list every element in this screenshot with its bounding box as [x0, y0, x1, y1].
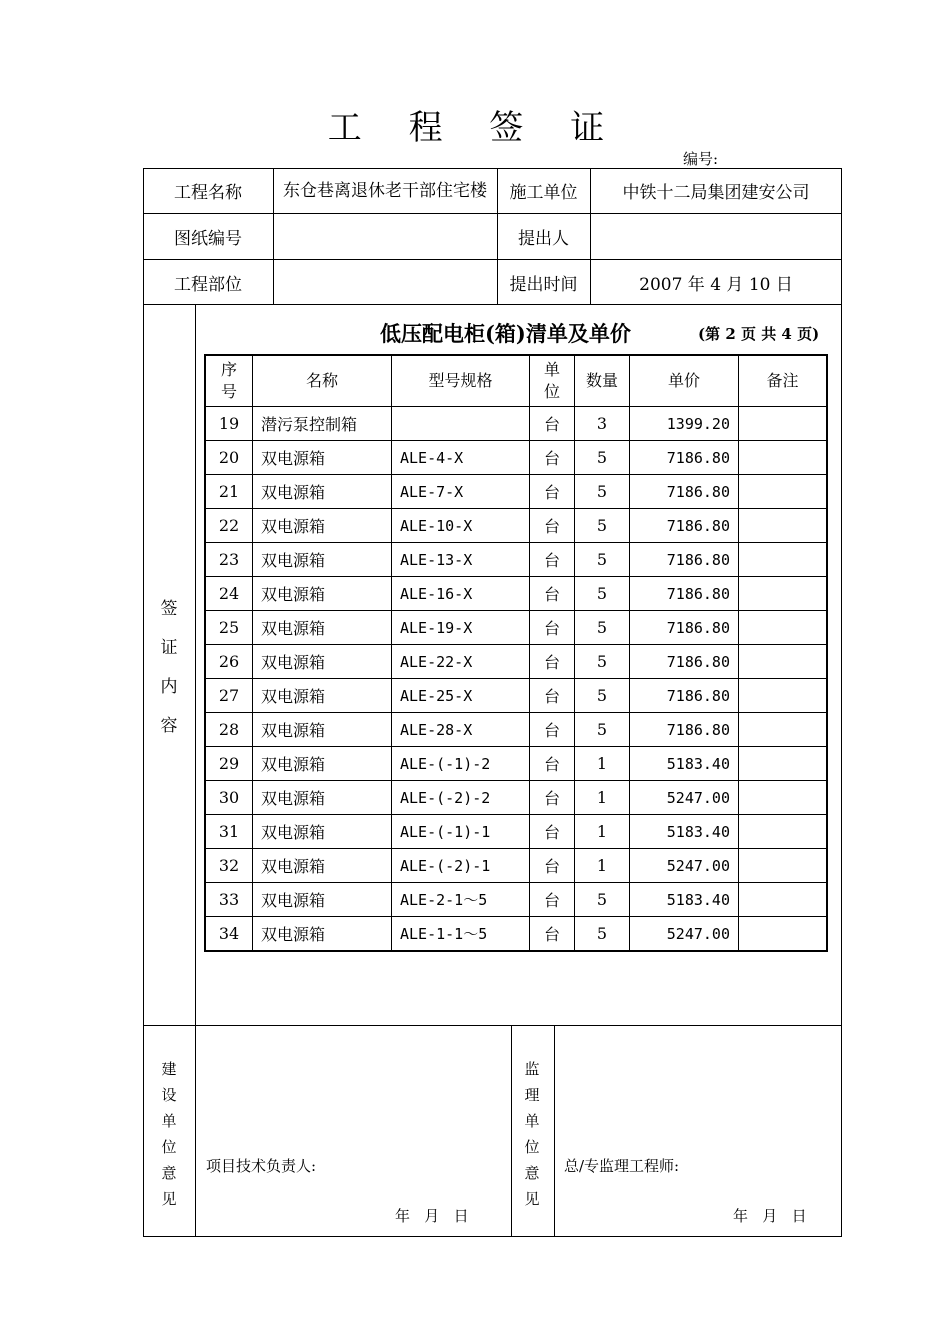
cell-name: 双电源箱: [253, 441, 392, 475]
cell-note: [739, 713, 828, 747]
date-value: 2007 年 4 月 10 日: [639, 274, 793, 295]
cell-no: 24: [205, 577, 253, 611]
location-value: [273, 260, 497, 304]
document-title: 工 程 签 证: [327, 108, 623, 148]
supervisor-signer-label: 总/专监理工程师:: [564, 1157, 680, 1175]
cell-model: ALE-2-1～5: [392, 883, 530, 917]
cell-no: 27: [205, 679, 253, 713]
cell-name: 双电源箱: [253, 577, 392, 611]
col-model-header: 型号规格: [392, 355, 530, 407]
cell-name: 双电源箱: [253, 679, 392, 713]
cell-qty: 5: [575, 679, 630, 713]
cell-unit: 台: [530, 407, 575, 441]
table-row: [205, 543, 827, 577]
cell-unit: 台: [530, 577, 575, 611]
cell-price: 5247.00: [630, 849, 739, 883]
grid-line: [554, 1025, 555, 1237]
items-table: [204, 354, 828, 952]
page-info: (第 2 页 共 4 页): [698, 325, 820, 343]
col-price-header: 单价: [630, 355, 739, 407]
cell-qty: 3: [575, 407, 630, 441]
location-label: 工程部位: [174, 274, 242, 295]
table-row: [205, 917, 827, 952]
col-note-header: 备注: [739, 355, 828, 407]
table-row: [205, 611, 827, 645]
proposer-label: 提出人: [518, 229, 569, 249]
cell-price: 7186.80: [630, 611, 739, 645]
cell-name: 双电源箱: [253, 815, 392, 849]
col-qty-header: 数量: [575, 355, 630, 407]
table-row: [205, 815, 827, 849]
date-label: 提出时间: [509, 274, 578, 295]
cell-name: 双电源箱: [253, 475, 392, 509]
cell-model: ALE-(-2)-2: [392, 781, 530, 815]
cell-qty: 5: [575, 713, 630, 747]
cell-model: ALE-10-X: [392, 509, 530, 543]
cell-name: 潜污泵控制箱: [253, 407, 392, 441]
cell-qty: 5: [575, 475, 630, 509]
cell-name: 双电源箱: [253, 509, 392, 543]
cell-no: 29: [205, 747, 253, 781]
table-row: [205, 747, 827, 781]
cell-unit: 台: [530, 883, 575, 917]
drawing-number-value: [273, 214, 497, 259]
table-row: [205, 781, 827, 815]
document-number-label: 编号:: [683, 150, 719, 168]
cell-note: [739, 543, 828, 577]
cell-note: [739, 475, 828, 509]
grid-line: [511, 1025, 512, 1237]
cell-name: 双电源箱: [253, 917, 392, 952]
cell-unit: 台: [530, 849, 575, 883]
cell-unit: 台: [530, 815, 575, 849]
table-header-row: [205, 355, 827, 407]
cell-model: ALE-13-X: [392, 543, 530, 577]
cell-price: 7186.80: [630, 441, 739, 475]
cell-model: ALE-(-1)-2: [392, 747, 530, 781]
proposer-value: [590, 214, 842, 259]
cell-unit: 台: [530, 917, 575, 952]
cell-no: 19: [205, 407, 253, 441]
cell-unit: 台: [530, 747, 575, 781]
cell-model: ALE-7-X: [392, 475, 530, 509]
supervisor-date-line: 年 月 日: [733, 1207, 807, 1225]
table-row: [205, 475, 827, 509]
project-name-label: 工程名称: [174, 183, 242, 203]
cell-model: ALE-4-X: [392, 441, 530, 475]
list-title: 低压配电柜(箱)清单及单价: [380, 321, 631, 346]
cell-unit: 台: [530, 475, 575, 509]
cell-qty: 1: [575, 747, 630, 781]
cell-qty: 5: [575, 509, 630, 543]
cell-name: 双电源箱: [253, 645, 392, 679]
cell-unit: 台: [530, 645, 575, 679]
cell-price: 5183.40: [630, 747, 739, 781]
owner-opinion-label: 建 设 单 位 意 见: [161, 1060, 177, 1208]
cell-no: 20: [205, 441, 253, 475]
cell-unit: 台: [530, 679, 575, 713]
cell-note: [739, 645, 828, 679]
cell-model: ALE-25-X: [392, 679, 530, 713]
cell-no: 31: [205, 815, 253, 849]
cell-no: 33: [205, 883, 253, 917]
cell-no: 21: [205, 475, 253, 509]
cell-note: [739, 611, 828, 645]
table-row: [205, 645, 827, 679]
cell-note: [739, 509, 828, 543]
cell-no: 25: [205, 611, 253, 645]
grid-line: [195, 304, 196, 1237]
cell-note: [739, 781, 828, 815]
cell-model: ALE-(-1)-1: [392, 815, 530, 849]
cell-note: [739, 917, 828, 952]
drawing-number-label: 图纸编号: [174, 229, 242, 249]
cell-price: 7186.80: [630, 543, 739, 577]
owner-date-line: 年 月 日: [395, 1207, 469, 1225]
cell-model: ALE-(-2)-1: [392, 849, 530, 883]
supervisor-opinion-label: 监 理 单 位 意 见: [524, 1060, 540, 1208]
cell-name: 双电源箱: [253, 747, 392, 781]
cell-qty: 5: [575, 883, 630, 917]
cell-price: 7186.80: [630, 577, 739, 611]
cell-note: [739, 577, 828, 611]
cell-model: ALE-19-X: [392, 611, 530, 645]
cell-model: ALE-1-1～5: [392, 917, 530, 952]
col-no-header: 序号: [205, 355, 253, 407]
cell-model: [392, 407, 530, 441]
cell-name: 双电源箱: [253, 883, 392, 917]
cell-unit: 台: [530, 713, 575, 747]
project-name-value: 东仓巷离退休老干部住宅楼: [283, 180, 487, 201]
cell-price: 7186.80: [630, 475, 739, 509]
cell-name: 双电源箱: [253, 713, 392, 747]
cell-note: [739, 679, 828, 713]
table-row: [205, 441, 827, 475]
cell-price: 7186.80: [630, 679, 739, 713]
table-row: [205, 577, 827, 611]
cell-qty: 1: [575, 815, 630, 849]
table-row: [205, 849, 827, 883]
cell-price: 5183.40: [630, 883, 739, 917]
cell-note: [739, 849, 828, 883]
cell-price: 5183.40: [630, 815, 739, 849]
cell-price: 7186.80: [630, 713, 739, 747]
cell-no: 30: [205, 781, 253, 815]
cell-qty: 5: [575, 441, 630, 475]
col-name-header: 名称: [253, 355, 392, 407]
contractor-value: 中铁十二局集团建安公司: [622, 183, 810, 203]
cell-no: 26: [205, 645, 253, 679]
cell-price: 1399.20: [630, 407, 739, 441]
cell-qty: 5: [575, 577, 630, 611]
cell-qty: 5: [575, 645, 630, 679]
table-row: [205, 407, 827, 441]
cell-note: [739, 407, 828, 441]
cell-name: 双电源箱: [253, 781, 392, 815]
cell-price: 7186.80: [630, 509, 739, 543]
cell-model: ALE-22-X: [392, 645, 530, 679]
cell-price: 5247.00: [630, 917, 739, 952]
cell-qty: 5: [575, 611, 630, 645]
col-unit-header: 单位: [530, 355, 575, 407]
cell-price: 7186.80: [630, 645, 739, 679]
cell-qty: 1: [575, 781, 630, 815]
cell-price: 5247.00: [630, 781, 739, 815]
cell-name: 双电源箱: [253, 543, 392, 577]
cell-note: [739, 883, 828, 917]
cell-qty: 5: [575, 917, 630, 952]
cell-note: [739, 747, 828, 781]
table-row: [205, 679, 827, 713]
owner-signer-label: 项目技术负责人:: [206, 1157, 317, 1175]
cell-name: 双电源箱: [253, 611, 392, 645]
cell-no: 28: [205, 713, 253, 747]
grid-line: [143, 304, 842, 305]
cell-unit: 台: [530, 611, 575, 645]
cell-qty: 5: [575, 543, 630, 577]
cell-unit: 台: [530, 509, 575, 543]
contractor-label: 施工单位: [509, 183, 578, 203]
table-row: [205, 509, 827, 543]
cell-note: [739, 815, 828, 849]
cell-unit: 台: [530, 441, 575, 475]
cell-no: 32: [205, 849, 253, 883]
cell-no: 22: [205, 509, 253, 543]
table-row: [205, 713, 827, 747]
cell-model: ALE-16-X: [392, 577, 530, 611]
table-row: [205, 883, 827, 917]
cell-name: 双电源箱: [253, 849, 392, 883]
cell-qty: 1: [575, 849, 630, 883]
cell-unit: 台: [530, 543, 575, 577]
cell-no: 23: [205, 543, 253, 577]
content-label: 签 证 内 容: [160, 599, 178, 736]
cell-model: ALE-28-X: [392, 713, 530, 747]
cell-unit: 台: [530, 781, 575, 815]
cell-note: [739, 441, 828, 475]
grid-line: [143, 1025, 842, 1026]
cell-no: 34: [205, 917, 253, 952]
